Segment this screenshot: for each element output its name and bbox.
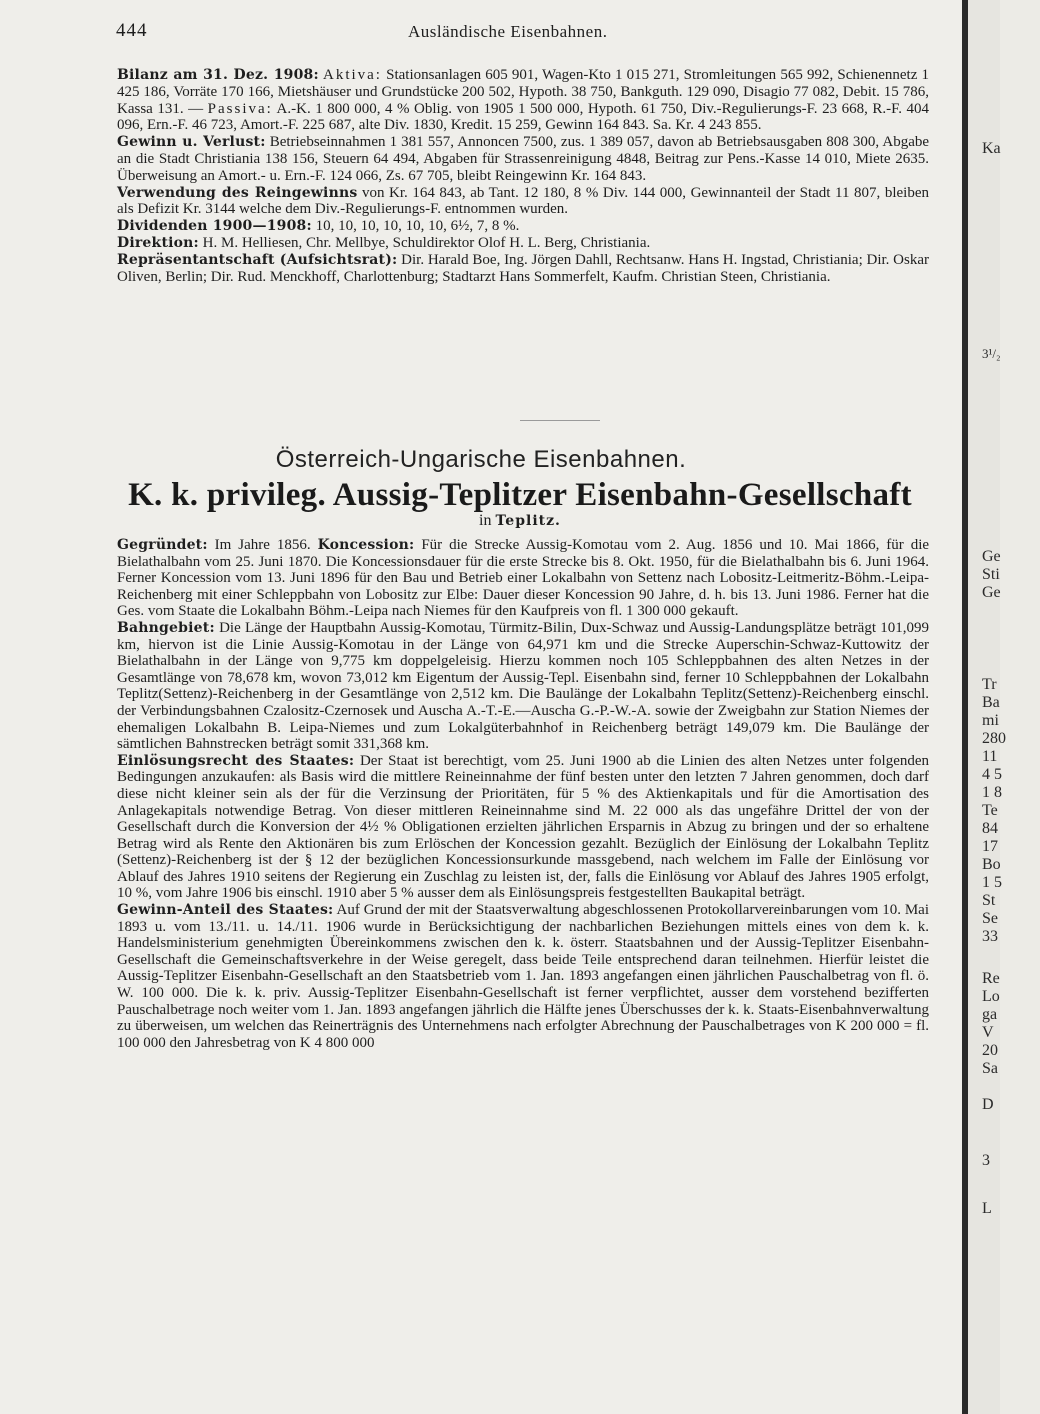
next-page-fragment: 280 xyxy=(982,730,1006,747)
einloesung-label: Einlösungsrecht des Staates: xyxy=(117,752,355,769)
next-page-fragment: Lo xyxy=(982,988,1000,1005)
direktion-text: H. M. Helliesen, Chr. Mellbye, Schuldirektor Olof H. L. Berg, Christiania. xyxy=(202,234,651,251)
gegruendet-paragraph xyxy=(117,537,929,620)
direktion-label: Direktion: xyxy=(117,234,199,251)
next-page-fragment: V xyxy=(982,1024,994,1041)
next-page-fragment: 3¹/₂ xyxy=(982,346,1001,361)
next-page-fragment: Se xyxy=(982,910,998,927)
next-page-fragment: 17 xyxy=(982,838,998,855)
gewinnanteil-text: Auf Grund der mit der Staatsverwaltung abgeschlossenen Protokollarvereinbarungen vom 10. Mai 1893 u. vom 13./11. u. 14./11. 1906 wurde in Berücksichtigung der nachbarlichen Beziehungen mittels eines von dem k. k. Handelsministerium genehmigten Übereinkommens zwischen den k. k. österr. Staatsbahnen und der Aussig-Teplitzer Eisenbahn-Gesellschaft die Gemeinschaftsverkehre in der Weise geregelt, dass beide Teile entsprechend daran teilnehmen. Hierfür leistet die Aussig-Teplitzer Eisenbahn-Gesellschaft an den Staatsbetrieb vom 1. Jan. 1893 angefangen einen jährlichen Pauschalbetrag von fl. ö. W. 100 000. Die k. k. priv. Aussig-Teplitzer Eisenbahn-Gesellschaft ist ferner verpflichtet, ausser dem vorstehend bezifferten Pauschalbetrage noch weiter vom 1. Jan. 1893 angefangen jährlich die Hälfte jenes Überschusses der k. k. Staats-Eisenbahnverwaltung zu überweisen, um welchen das Reinerträgnis des Unternehmens nach erfolgter Abrechnung der Pauschalbetrages von K 200 000 = fl. 100 000 den Jahresbetrag von K 4 800 000 xyxy=(117,902,929,1051)
adjacent-page-edge xyxy=(968,0,1006,1414)
passiva-label: Passiva: xyxy=(207,100,273,117)
next-page-fragment: mi xyxy=(982,712,999,729)
bilanz-label: Bilanz am 31. Dez. 1908: xyxy=(117,67,319,83)
location-city: Teplitz. xyxy=(495,513,561,529)
next-page-fragment: St xyxy=(982,892,996,909)
next-page-fragment: 84 xyxy=(982,820,998,837)
company-location xyxy=(0,512,1040,530)
passiva-text: A.-K. 1 800 000, 4 % Oblig. von 1905 1 500 000, Hypoth. 61 750, Div.-Regulierungs-F. 23 668, R.-F. 404 096, Ern.-F. 46 723, Amort.-F. 225 687, alte Div. 1830, Kredit. 15 259, Gewinn 164 843. Sa. Kr. 4 243 855. xyxy=(117,100,930,134)
gegruendet-text: Im Jahre 1856. xyxy=(214,537,311,553)
bilanz-text: Stationsanlagen 605 901, Wagen-Kto 1 015 271, Stromleitungen 565 992, Schienennetz 1 425 186, Vorräte 170 166, Mietshäuser und Grundstücke 200 502, Hypoth. 38 750, Bankguth. 129 090, Disagio 77 082, Debit. 15 786, Kassa 131. — xyxy=(117,67,930,117)
next-page-fragment: 1 5 xyxy=(982,874,1002,891)
einloesung-text: Der Staat ist berechtigt, vom 25. Juni 1900 ab die Linien des alten Netzes unter folgenden Bedingungen anzukaufen: als Basis wird die mittlere Reineinnahme der fünf besten unter den letzten 7 Jahren genommen, doch darf diese nicht kleiner sein als der für die Verzinsung der Prioritäten, für 5 % des Aktienkapitals und für die Amortisation des Anlagekapitals notwendige Betrag. Von dieser mittleren Reineinnahme sind M. 22 000 als das ungefähre Drittel der von der Gesellschaft durch die Konversion der 4½ % Obligationen erzielten jährlichen Ersparnis in Abzug zu bringen und der so erhaltene Betrag wird als Rente den Aktionären bis zum Erlöschen der Koncession gezahlt. Bezüglich der Einlösung der Lokalbahn Teplitz (Settenz)-Reichenberg ist der § 12 der bezüglichen Koncessionsurkunde massgebend, nach welchem im Falle der Einlösung vor Ablauf des Jahres 1910 seitens der Regierung ein Zuschlag zu leisten ist, der, falls die Einlösung vor Ablauf des Jahres 1905 erfolgt, 10 %, vom Jahre 1906 bis einschl. 1910 aber 5 % ausser dem als Einlösungspreis festgestellten Baukapital beträgt. xyxy=(117,752,930,902)
next-page-fragment: Sti xyxy=(982,566,1000,583)
next-page-fragment: Te xyxy=(982,802,998,819)
einloesung-paragraph xyxy=(117,753,929,902)
next-page-fragment: Sa xyxy=(982,1060,998,1077)
koncession-text: Für die Strecke Aussig-Komotau vom 2. Aug. 1856 und 10. Mai 1866, für die Bielathalbahn vom 25. Juni 1870. Die Koncessionsdauer für die erste Strecke bis 8. Okt. 1950, für die Bielathalbahn bis 6. Juni 1964. Ferner Koncession vom 13. Juni 1896 für den Bau und Betrieb einer Lokalbahn von Settenz nach Lobositz-Leitmeritz-Böhm.-Leipa-Reichenberg mit einer Schleppbahn von Lobositz zur Elbe: Dauer dieser Koncession 90 Jahre, d. h. bis 13. Juni 1986. Ferner hat die Ges. vom Staate die Lokalbahn Böhm.-Leipa nach Niemes für den Kaufpreis von fl. 1 300 000 gekauft. xyxy=(117,537,930,620)
verwendung-paragraph xyxy=(117,185,929,219)
dividenden-label: Dividenden 1900—1908: xyxy=(117,218,312,235)
gewinnanteil-paragraph xyxy=(117,902,929,1051)
aufsichtsrat-text: Dir. Harald Boe, Ing. Jörgen Dahll, Rechtsanw. Hans H. Ingstad, Christiania; Dir. Oskar Oliven, Berlin; Dir. Rud. Menckhoff, Charlottenburg; Stadtarzt Hans Sommerfelt, Kaufm. Christian Steen, Christiania. xyxy=(117,251,930,285)
next-page-fragment: 3 xyxy=(982,1152,990,1169)
next-page-fragment: Ge xyxy=(982,584,1001,601)
next-page-fragment: 11 xyxy=(982,748,998,765)
next-page-fragment: Bo xyxy=(982,856,1001,873)
gegruendet-label: Gegründet: xyxy=(117,537,208,553)
next-page-fragment: L xyxy=(982,1200,992,1217)
aufsichtsrat-paragraph xyxy=(117,252,929,286)
next-page-fragment: Ge xyxy=(982,548,1001,565)
bahngebiet-paragraph xyxy=(117,620,929,753)
bahngebiet-text: Die Länge der Hauptbahn Aussig-Komotau, Türmitz-Bilin, Dux-Schwaz und Aussig-Landungsplätze beträgt 101,099 km, hiervon ist die Linie Aussig-Komotau in der Länge von 64,971 km und die Strecke Auperschin-Schwaz-Kuttowitz der Bielathalbahn in der Länge von 9,775 km doppelgeleisig. Hierzu kommen noch 105 Schleppbahnen des alten Netzes in der Gesamtlänge von 78,678 km, wovon 73,012 km Eigentum der Aussig-Tepl. Eisenbahn sind, ferner 10 Schleppbahnen der Lokalbahn Teplitz(Settenz)-Reichenberg in der Gesamtlänge von 2,512 km. Die Baulänge der Lokalbahn Teplitz(Settenz)-Reichenberg einschl. der Verbindungsbahnen Czalositz-Czernosek und Auscha A.-T.-E.—Auscha G.-P.-W.-A. sowie der Zweigbahn zur Station Niemes der ehemaligen Lokalbahn B. Leipa-Niemes und zum Lokalgüterbahnhof in Reichenberg beträgt 149,079 km. Die Baulänge der sämtlichen Bahnstrecken beträgt somit 331,368 km. xyxy=(117,619,930,753)
next-page-fragment: Ba xyxy=(982,694,1000,711)
next-page-fragment: 33 xyxy=(982,928,998,945)
next-page-fragment: 1 8 xyxy=(982,784,1002,801)
aufsichtsrat-label: Repräsentantschaft (Aufsichtsrat): xyxy=(117,251,398,268)
direktion-paragraph xyxy=(117,235,929,252)
section-heading: Österreich-Ungarische Eisenbahnen. xyxy=(275,446,687,473)
dividenden-paragraph xyxy=(117,218,929,235)
page-number: 444 xyxy=(116,20,148,41)
koncession-label: Koncession: xyxy=(317,537,415,553)
aussig-company-entry xyxy=(117,537,929,1051)
dividenden-text: 10, 10, 10, 10, 10, 10, 6½, 7, 8 %. xyxy=(315,218,520,235)
aktiva-label: Aktiva: xyxy=(322,67,382,83)
company-title: K. k. privileg. Aussig-Teplitzer Eisenbahn-Gesellschaft xyxy=(128,477,912,513)
gewinn-paragraph xyxy=(117,134,929,184)
gewinnanteil-label: Gewinn-Anteil des Staates: xyxy=(117,902,334,919)
next-page-fragment: Ka xyxy=(982,140,1001,157)
verwendung-text: von Kr. 164 843, ab Tant. 12 180, 8 % Div. 144 000, Gewinnanteil der Stadt 11 807, bleiben als Defizit Kr. 3144 welche dem Div.-Regulierungs-F. entnommen wurden. xyxy=(117,184,929,218)
next-page-fragment: Tr xyxy=(982,676,997,693)
location-prefix: in xyxy=(479,512,492,529)
next-page-fragment: ga xyxy=(982,1006,998,1023)
bahngebiet-label: Bahngebiet: xyxy=(117,619,215,636)
next-page-fragment: D xyxy=(982,1096,994,1113)
running-title: Ausländische Eisenbahnen. xyxy=(408,22,608,41)
next-page-fragment: Re xyxy=(982,970,1000,987)
verwendung-label: Verwendung des Reingewinns xyxy=(117,184,358,201)
gewinn-text: Betriebseinnahmen 1 381 557, Annoncen 7500, zus. 1 389 057, davon ab Betriebsausgaben 808 300, Abgabe an die Stadt Christiania 138 156, Steuern 64 494, Abgaben für Strassenreinigung 4848, Beitrag zur Pens.-Kasse 14 010, Miete 2635. Überweisung an Amort.- u. Ern.-F. 124 066, Zs. 67 705, bleibt Reingewinn Kr. 164 843. xyxy=(117,134,930,184)
norwegian-company-entry xyxy=(117,67,929,285)
next-page-fragment: 4 5 xyxy=(982,766,1002,783)
next-page-fragment: 20 xyxy=(982,1042,998,1059)
gewinn-label: Gewinn u. Verlust: xyxy=(117,134,266,151)
bilanz-paragraph xyxy=(117,67,929,134)
section-divider xyxy=(520,420,600,421)
